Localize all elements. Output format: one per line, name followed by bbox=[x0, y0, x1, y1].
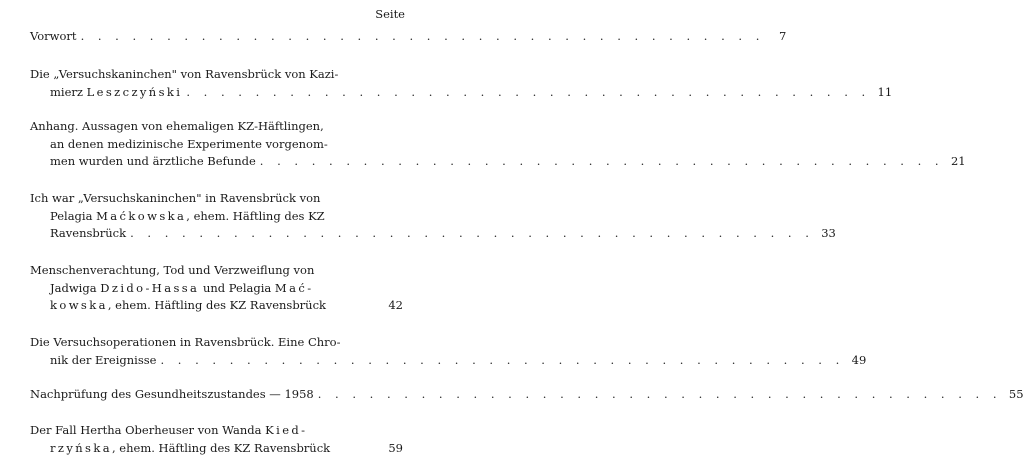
toc-text: , ehem. Häftling des KZ Ravensbrück bbox=[107, 298, 326, 312]
toc-entry-line: Die Versuchsoperationen in Ravensbrück. Eine Chro- bbox=[30, 335, 341, 349]
toc-entry-line: Ravensbrück bbox=[50, 226, 127, 240]
toc-entry-line: Menschenverachtung, Tod und Verzweiflung von bbox=[30, 263, 315, 277]
leader-dots: . . . . . . . . . . . . . . . . . . . . . . . . . . . . . . . . . . . . . . . . bbox=[130, 226, 814, 240]
author-name: rzyńska bbox=[50, 440, 112, 455]
toc-entry-line: nik der Ereignisse bbox=[50, 352, 157, 367]
toc-entry-line bbox=[50, 440, 330, 458]
toc-entry-line bbox=[50, 297, 326, 315]
toc-entry-title: Nachprüfung des Gesundheitszustandes — 1958 bbox=[30, 387, 314, 401]
leader-dots: . . . . . . . . . . . . . . . . . . . . . . . . . . . . . . . . . . . . . . . . bbox=[160, 352, 845, 367]
toc-entry-line bbox=[30, 280, 403, 298]
toc-entry-line bbox=[50, 84, 182, 102]
author-name: Leszczyński bbox=[86, 84, 183, 99]
toc-page-number: 21 bbox=[950, 154, 966, 168]
author-name: Mać- bbox=[274, 280, 314, 295]
toc-entry-line: Die „Versuchskaninchen" von Ravensbrück von Kazi- bbox=[30, 67, 339, 81]
toc-text: mierz bbox=[50, 84, 87, 99]
toc-entry-title: Vorwort bbox=[30, 29, 77, 43]
toc-entry-line: an denen medizinische Experimente vorgenom- bbox=[50, 136, 328, 151]
toc-entry-nachpruefung[interactable] bbox=[30, 386, 1024, 404]
toc-page-number: 49 bbox=[851, 352, 867, 367]
toc-page-number: 59 bbox=[388, 440, 403, 455]
author-name: Maćkowska bbox=[96, 208, 187, 223]
toc-page-number: 33 bbox=[821, 226, 836, 240]
toc-entry-line: Anhang. Aussagen von ehemaligen KZ-Häftlingen, bbox=[30, 119, 324, 133]
toc-text: Pelagia bbox=[50, 208, 97, 223]
toc-entry-menschenverachtung[interactable] bbox=[30, 262, 403, 315]
toc-entry-versuchsoperationen[interactable] bbox=[30, 334, 867, 369]
toc-entry-mackowska[interactable] bbox=[30, 190, 836, 243]
leader-dots: . . . . . . . . . . . . . . . . . . . . . . . . . . . . . . . . . . . . . . . . bbox=[259, 154, 944, 168]
author-name: kowska bbox=[50, 298, 108, 312]
toc-text: , ehem. Häftling des KZ Ravensbrück bbox=[112, 440, 331, 455]
toc-text: Jadwiga bbox=[50, 280, 101, 295]
toc-entry-versuchskaninchen-leszczynski[interactable] bbox=[30, 66, 893, 101]
author-name: Dzido-Hassa bbox=[100, 280, 200, 295]
page-column-header: Seite bbox=[375, 7, 405, 21]
leader-dots: . . . . . . . . . . . . . . . . . . . . . . . . . . . . . . . . . . . . . . . . bbox=[317, 387, 1002, 401]
toc-text: Der Fall Hertha Oberheuser von Wanda bbox=[30, 423, 266, 437]
toc-page-number: 11 bbox=[877, 84, 893, 99]
toc-entry-line bbox=[30, 208, 403, 226]
toc-text: und Pelagia bbox=[199, 280, 275, 295]
toc-text: , ehem. Häftling des KZ bbox=[186, 208, 325, 223]
toc-entry-line bbox=[30, 422, 403, 440]
toc-entry-anhang[interactable] bbox=[30, 118, 966, 171]
toc-entry-line: Ich war „Versuchskaninchen" in Ravensbrück von bbox=[30, 191, 321, 205]
leader-dots: . . . . . . . . . . . . . . . . . . . . . . . . . . . . . . . . . . . . . . . . bbox=[80, 29, 765, 43]
author-name: Kied- bbox=[265, 423, 308, 437]
toc-page-number: 7 bbox=[779, 29, 787, 43]
toc-entry-vorwort[interactable] bbox=[30, 28, 787, 46]
toc-page-number: 55 bbox=[1008, 387, 1024, 401]
toc-entry-line: men wurden und ärztliche Befunde bbox=[50, 154, 256, 168]
toc-entry-oberheuser[interactable] bbox=[30, 422, 403, 457]
leader-dots: . . . . . . . . . . . . . . . . . . . . . . . . . . . . . . . . . . . . . . . . bbox=[186, 84, 871, 99]
toc-page-number: 42 bbox=[388, 298, 403, 312]
